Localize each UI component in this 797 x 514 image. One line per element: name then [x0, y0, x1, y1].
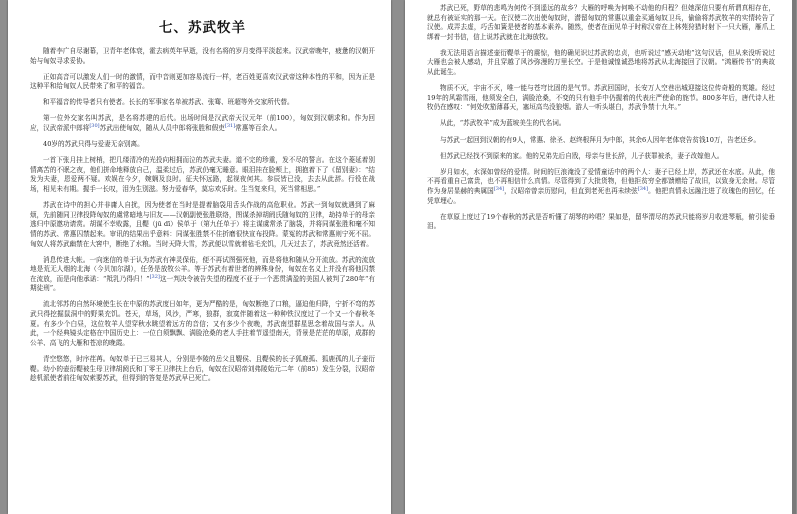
paragraph-text: 40岁的苏武只得与爱妻无奈别离。 [43, 140, 144, 149]
paragraph-text: 。他把真情永远融注进了玫瑰色的回忆，任凭草埋心。 [427, 186, 776, 205]
paragraph-text: 从此，“苏武牧羊”成为蓝坡美生的代名词。 [440, 119, 566, 128]
footnote-link[interactable]: [31] [224, 122, 236, 129]
paragraph [30, 47, 375, 66]
left-page-body [30, 47, 375, 384]
paragraph-text: 消息传进大帐。一向迷信的单于认为苏武有神灵保佑，便不再试图强死他，而是将他和随从分开流放。苏武的流放地是荒无人烟的北海（今贝加尔湖），任务是放牧公羊。等于苏武有着世者的辨殊身份，匈奴在名义上并没有将他囚禁在流放，而是向他承诺：“羝乳乃得归！” [30, 255, 375, 283]
paragraph [427, 152, 775, 162]
paragraph [30, 114, 375, 133]
paragraph-text: 但苏武已经找不到原来的家。他的兄弟先后自戕，母亲与世长辞，儿子获罪被杀，妻子改嫁他人。 [440, 151, 724, 160]
left-page [8, 0, 391, 514]
paragraph-text: 第一位外交家名叫苏武，是名将苏建的后代。出场时间是汉武帝天汉元年（前100），匈奴到汉朝求和。作为回应，汉武帝派中郎将 [30, 114, 375, 133]
paragraph-text: 正如高音可以激发人们一时的激情，而中音则更加容易流行一样，老百姓更喜欢汉武帝这种本性的平和，因为正是这种平和给匈奴人民带来了和平的福音。 [30, 72, 375, 91]
paragraph [30, 156, 375, 194]
paragraph-text: 岁月如水，水深如曾经的爱情。时间的巨浪淹没了爱情童话中的两个人：妻子已经上岸，苏武还在水底。从此，他不再看重自己富贵，也不再相信什么真情。尽管得到了大批货物，但他拒贫穷全都馈赠给了故旧，以致身无余财。尽管作为身居显赫的典属国 [427, 167, 775, 195]
viewer-scrollbar[interactable] [792, 0, 796, 514]
paragraph [427, 84, 775, 113]
paragraph-text: 一首下张月挂上树梢，把几缕清冷的光投向相拥而泣的苏武夫妻。道不完的珍重，发不尽的誓言。在这个菱延着别情离苦的不眠之夜，他们拼命地释放自己，温柔过后，苏武仍毫无睡意。眼泪挂在脸颊上，拥抱着下了《留别妻》：“结发为夫妻，恩爱两不疑。欢娱在今夕，婉娴及良时。征夫怀远路，起视夜何其。参辰皆已没，去去从此辞。行役在战场，相见未有期。握手一长叹，泪为生别滋。努力爱春华，莫忘欢乐时。生当复来归，死当常相思。” [30, 156, 375, 194]
paragraph [427, 213, 775, 232]
paragraph [30, 355, 375, 384]
paragraph [30, 98, 375, 108]
paragraph-text: 随着李广自尽谢幕，卫青年老体衰，霍去病英年早逝，没有名将的岁月变得平淡起来。汉武帝晚年，疲惫的汉朝开始与匈奴寻求妥协。 [30, 47, 375, 65]
paragraph-text: 我无法用语言描述壶衍鞮单于的震惊，他的确见识过苏武的忠贞，也听说过“感天动地”这句汉话，但从来没听说过大雁也会被人感动，并且穿越了风沙弥漫的万里长空。于是他诚惶诚恐地将苏武从北海接回了汉朝。“鸿雁传书”的典故从此诞生。 [427, 48, 775, 77]
paragraph [30, 73, 375, 92]
paragraph-text: 苏武已死，野草的悲鸣为何传不到遥远的故乡？大雁的呼唤为何唤不动他的归程？但她深信只要有所谓真相存在，就总有被证实的那一天。在汉使二次出使匈奴时，潜留匈奴的常惠以重金买通匈奴卫兵，偷偷将苏武牧羊的实情转告了汉使。成弄去虚，巧舌如簧是使者的基本素养。随然，使者在面见单于时称汉帝在上林苑狩猎时射下一只大雁，雁爪上绑着一封书信，信上说苏武就在北海放牧。 [427, 4, 775, 41]
paragraph-text: 这一判决令被告失望的程度不亚于一个恶贯满盈的美国人被判了280年“有期徒刑”。 [30, 274, 375, 293]
chapter-title: 七、苏武牧羊 [159, 20, 246, 36]
paragraph [427, 49, 775, 78]
paragraph [427, 136, 775, 146]
paragraph-text: 常惠等百余人。 [235, 124, 282, 133]
paragraph [30, 256, 375, 294]
right-page-body [427, 4, 775, 232]
paragraph-text: 与苏武一起回到汉朝的有9人，常惠、徐圣、赵终根拜月为中郎，其余6人因年老体衰告贫钱10万，告老还乡。 [440, 135, 761, 144]
paragraph-text: 在草原上度过了19个春秋的苏武是否听懂了胡琴的吟唱？果如是，留华渭尽的苏武只能将岁月收进琴瓶，俯引徒垂泪。 [427, 212, 775, 231]
paragraph-text: 苏武在诗中的担心并非庸人自扰，因为使者在当时是提着脑袋用舌头作战的高危职业。苏武一到匈奴就遇到了麻烦，先前随同卫律投降匈奴的虞常暗地与旧友——汉朝副使张胜联络，图谋杀掉胡阏氏随匈奴的卫律，劫持单于的母亲逃归中原邀功请赏。胡谋不幸败露，且鞮（jū dī）侯单于（第九任单于）将主谋虞常杀了脑袋，并将同谋张胜和毫不知情的苏武、常惠囚禁起来。审讯的结果出乎意料：同谋张胜禁不住折磨很快宣布投降。蒙冤的苏武和常惠则宁死不屈。匈奴人将苏武幽禁在大窖中，断绝了水粮。当时天降大雪，苏武便以雪就着毡毛充饥，几天过去了，苏武竟然还活着。 [30, 201, 375, 248]
paragraph-text: 青空悠悠，时序荏苒。匈奴单于已三易其人，分别是李陵的岳父且鞮侯、且鞮侯的长子狐鹿孤、狐鹿孤的儿子壶衍鞮。幼小的壶衍鞮被生母卫律胡阏氏和丁零王卫律扶上台后，匈奴在汉昭帝刘弗陵始元二年（前85）发生分裂，汉昭帝趁机派使者前往匈奴索要苏武，但得到的答复是苏武早已死亡。 [30, 354, 375, 383]
footnote-link[interactable]: [30] [89, 122, 100, 129]
footnote-link[interactable]: [34] [493, 185, 505, 192]
footnote-link[interactable]: [34] [637, 185, 649, 192]
paragraph-text: 物质不灭，宇宙不灭，唯一能与苍穹比固的是气节。苏武回国时，长安万人空巷出城迎接这位传奇般的英雄。经过19年的风霜雪雨，他须发全白，满脸沧桑，不变的只有他手中仍握着的代表庄严使命的旄节。800多年后，唐代诗人杜牧仍在感叹：“何处吹笳薄暮天，塞垣高鸟没狼烟。游人一听头堪白，苏武争禁十九年。” [427, 84, 775, 112]
paragraph [427, 4, 775, 42]
paragraph-text: 和平福音的传导者只有使者。长长的军事家名单被苏武、张骞、班超等外交家所代替。 [43, 98, 294, 107]
right-page [405, 0, 793, 514]
paragraph [427, 168, 775, 206]
paragraph [30, 140, 375, 150]
footnote-link[interactable]: [32] [149, 273, 160, 280]
paragraph [427, 119, 775, 129]
paragraph-text: 流北邻苏的自然环境使生长在中原的苏武度日如年，更为严酷的是，匈奴断绝了口粮，逼迫他归降，宁折不弯的苏武只得挖掘鼠洞中的野果充饥。苍天，草场，风沙，严寒，狼群，寂寞伴随着这一种种铁汉度过了一个又一个春秋冬夏。有多少个白昼，这位牧羊人望穿秋水眺望着远方的音信；又有多少个夜晚，苏武南望群星思念着故国与亲人。从此，一个经典镜头定格在中国历史上：一位白须飘飘、满脸沧桑的老人手拄着节遥望南天，背景是茫茫的草原，成群的公羊、高飞的大雁和苍凉的晚霞。 [30, 300, 375, 347]
paragraph [30, 300, 375, 348]
paragraph-text: ，汉昭帝曾亲历慰问，但直到老死也再未续弦 [504, 186, 638, 195]
paragraph [30, 201, 375, 249]
paragraph-text: 苏武出使匈奴，随从人员中郎将张胜和假吏 [99, 124, 225, 133]
